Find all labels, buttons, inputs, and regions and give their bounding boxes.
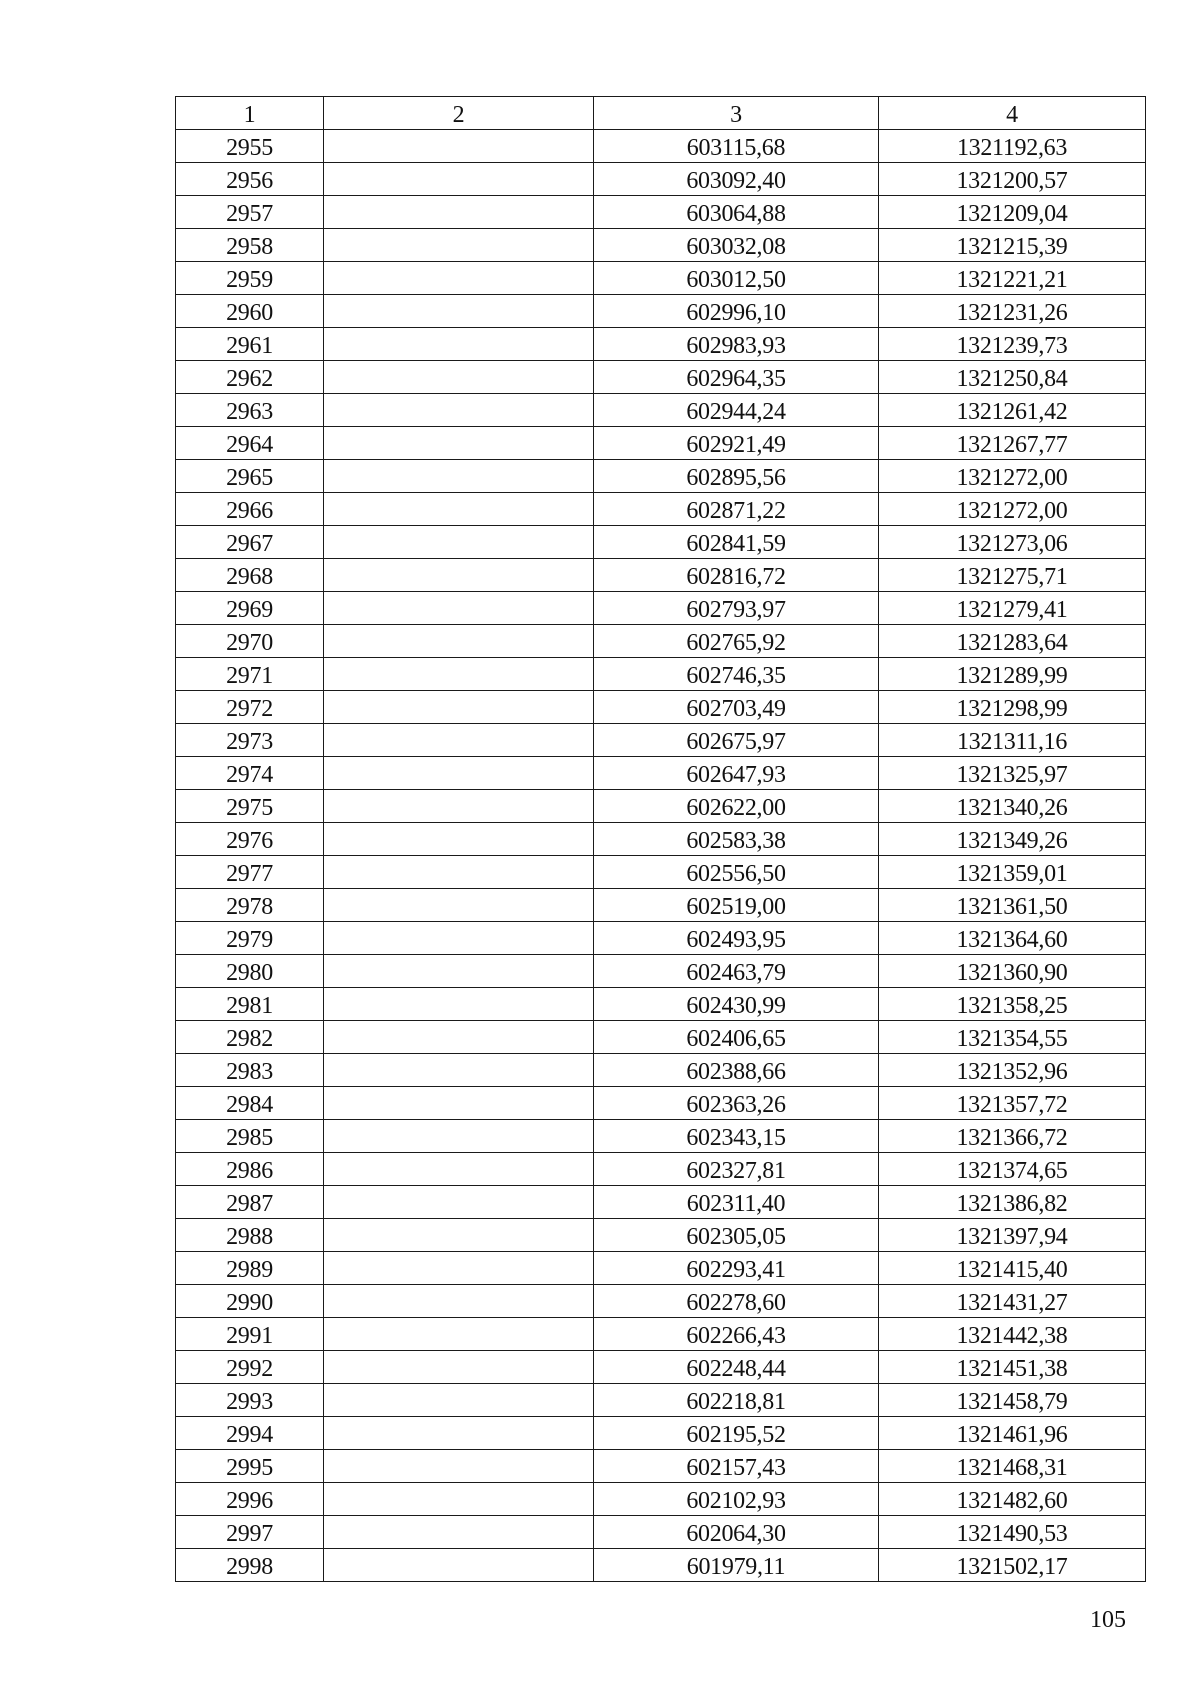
y-coordinate-cell: 1321340,26 [879, 790, 1146, 823]
table-row [176, 988, 1146, 1021]
table-row [176, 1483, 1146, 1516]
y-coordinate-cell: 1321289,99 [879, 658, 1146, 691]
x-coordinate-cell: 602703,49 [594, 691, 879, 724]
description-cell [324, 493, 594, 526]
point-number-cell: 2995 [176, 1450, 324, 1483]
x-coordinate-cell: 603115,68 [594, 130, 879, 163]
x-coordinate-cell: 602793,97 [594, 592, 879, 625]
point-number-cell: 2973 [176, 724, 324, 757]
table-row [176, 1054, 1146, 1087]
y-coordinate-cell: 1321349,26 [879, 823, 1146, 856]
y-coordinate-cell: 1321311,16 [879, 724, 1146, 757]
description-cell [324, 1417, 594, 1450]
y-coordinate-cell: 1321261,42 [879, 394, 1146, 427]
point-number-cell: 2990 [176, 1285, 324, 1318]
y-coordinate-cell: 1321360,90 [879, 955, 1146, 988]
point-number-cell: 2977 [176, 856, 324, 889]
point-number-cell: 2971 [176, 658, 324, 691]
point-number-cell: 2985 [176, 1120, 324, 1153]
x-coordinate-cell: 602311,40 [594, 1186, 879, 1219]
table-row [176, 823, 1146, 856]
table-row [176, 1549, 1146, 1582]
table-row [176, 229, 1146, 262]
point-number-cell: 2955 [176, 130, 324, 163]
point-number-cell: 2976 [176, 823, 324, 856]
x-coordinate-cell: 602765,92 [594, 625, 879, 658]
header-row [176, 97, 1146, 130]
table-row [176, 1252, 1146, 1285]
description-cell [324, 394, 594, 427]
x-coordinate-cell: 602983,93 [594, 328, 879, 361]
table-row [176, 328, 1146, 361]
description-cell [324, 955, 594, 988]
point-number-cell: 2989 [176, 1252, 324, 1285]
table-row [176, 856, 1146, 889]
y-coordinate-cell: 1321490,53 [879, 1516, 1146, 1549]
description-cell [324, 1186, 594, 1219]
x-coordinate-cell: 601979,11 [594, 1549, 879, 1582]
table-row [176, 559, 1146, 592]
point-number-cell: 2975 [176, 790, 324, 823]
description-cell [324, 262, 594, 295]
description-cell [324, 526, 594, 559]
column-header-3: 3 [594, 97, 879, 130]
table-header [176, 97, 1146, 130]
x-coordinate-cell: 603064,88 [594, 196, 879, 229]
x-coordinate-cell: 602675,97 [594, 724, 879, 757]
x-coordinate-cell: 602895,56 [594, 460, 879, 493]
column-header-2: 2 [324, 97, 594, 130]
x-coordinate-cell: 602583,38 [594, 823, 879, 856]
description-cell [324, 229, 594, 262]
x-coordinate-cell: 602388,66 [594, 1054, 879, 1087]
description-cell [324, 988, 594, 1021]
table-row [176, 526, 1146, 559]
y-coordinate-cell: 1321482,60 [879, 1483, 1146, 1516]
point-number-cell: 2988 [176, 1219, 324, 1252]
x-coordinate-cell: 602327,81 [594, 1153, 879, 1186]
description-cell [324, 559, 594, 592]
x-coordinate-cell: 602463,79 [594, 955, 879, 988]
point-number-cell: 2966 [176, 493, 324, 526]
x-coordinate-cell: 602841,59 [594, 526, 879, 559]
y-coordinate-cell: 1321192,63 [879, 130, 1146, 163]
description-cell [324, 163, 594, 196]
x-coordinate-cell: 603032,08 [594, 229, 879, 262]
point-number-cell: 2994 [176, 1417, 324, 1450]
table-row [176, 955, 1146, 988]
table-body [176, 130, 1146, 1582]
point-number-cell: 2961 [176, 328, 324, 361]
x-coordinate-cell: 602157,43 [594, 1450, 879, 1483]
y-coordinate-cell: 1321397,94 [879, 1219, 1146, 1252]
x-coordinate-cell: 602647,93 [594, 757, 879, 790]
table-row [176, 625, 1146, 658]
point-number-cell: 2992 [176, 1351, 324, 1384]
coordinates-table [175, 96, 1146, 1582]
table-row [176, 1318, 1146, 1351]
y-coordinate-cell: 1321431,27 [879, 1285, 1146, 1318]
table-row [176, 691, 1146, 724]
table-row [176, 427, 1146, 460]
point-number-cell: 2982 [176, 1021, 324, 1054]
y-coordinate-cell: 1321267,77 [879, 427, 1146, 460]
table-row [176, 1021, 1146, 1054]
y-coordinate-cell: 1321209,04 [879, 196, 1146, 229]
column-header-1: 1 [176, 97, 324, 130]
point-number-cell: 2972 [176, 691, 324, 724]
y-coordinate-cell: 1321366,72 [879, 1120, 1146, 1153]
point-number-cell: 2962 [176, 361, 324, 394]
y-coordinate-cell: 1321231,26 [879, 295, 1146, 328]
y-coordinate-cell: 1321352,96 [879, 1054, 1146, 1087]
y-coordinate-cell: 1321442,38 [879, 1318, 1146, 1351]
x-coordinate-cell: 602102,93 [594, 1483, 879, 1516]
y-coordinate-cell: 1321364,60 [879, 922, 1146, 955]
y-coordinate-cell: 1321279,41 [879, 592, 1146, 625]
x-coordinate-cell: 602363,26 [594, 1087, 879, 1120]
table-row [176, 592, 1146, 625]
y-coordinate-cell: 1321250,84 [879, 361, 1146, 394]
table-row [176, 460, 1146, 493]
description-cell [324, 1516, 594, 1549]
description-cell [324, 196, 594, 229]
point-number-cell: 2981 [176, 988, 324, 1021]
table-row [176, 1153, 1146, 1186]
table-row [176, 394, 1146, 427]
description-cell [324, 1384, 594, 1417]
table-row [176, 1120, 1146, 1153]
y-coordinate-cell: 1321374,65 [879, 1153, 1146, 1186]
y-coordinate-cell: 1321502,17 [879, 1549, 1146, 1582]
y-coordinate-cell: 1321221,21 [879, 262, 1146, 295]
x-coordinate-cell: 602218,81 [594, 1384, 879, 1417]
table-row [176, 130, 1146, 163]
x-coordinate-cell: 602430,99 [594, 988, 879, 1021]
y-coordinate-cell: 1321215,39 [879, 229, 1146, 262]
y-coordinate-cell: 1321451,38 [879, 1351, 1146, 1384]
table-row [176, 889, 1146, 922]
point-number-cell: 2963 [176, 394, 324, 427]
description-cell [324, 460, 594, 493]
x-coordinate-cell: 602248,44 [594, 1351, 879, 1384]
table-row [176, 361, 1146, 394]
point-number-cell: 2998 [176, 1549, 324, 1582]
y-coordinate-cell: 1321361,50 [879, 889, 1146, 922]
x-coordinate-cell: 603012,50 [594, 262, 879, 295]
point-number-cell: 2984 [176, 1087, 324, 1120]
x-coordinate-cell: 602278,60 [594, 1285, 879, 1318]
x-coordinate-cell: 602195,52 [594, 1417, 879, 1450]
description-cell [324, 922, 594, 955]
point-number-cell: 2959 [176, 262, 324, 295]
description-cell [324, 724, 594, 757]
point-number-cell: 2993 [176, 1384, 324, 1417]
y-coordinate-cell: 1321275,71 [879, 559, 1146, 592]
description-cell [324, 757, 594, 790]
y-coordinate-cell: 1321458,79 [879, 1384, 1146, 1417]
x-coordinate-cell: 602871,22 [594, 493, 879, 526]
y-coordinate-cell: 1321273,06 [879, 526, 1146, 559]
table-row [176, 724, 1146, 757]
table-row [176, 262, 1146, 295]
y-coordinate-cell: 1321468,31 [879, 1450, 1146, 1483]
x-coordinate-cell: 602921,49 [594, 427, 879, 460]
x-coordinate-cell: 602964,35 [594, 361, 879, 394]
y-coordinate-cell: 1321386,82 [879, 1186, 1146, 1219]
table-row [176, 1384, 1146, 1417]
page-number: 105 [1090, 1607, 1126, 1633]
point-number-cell: 2970 [176, 625, 324, 658]
description-cell [324, 1087, 594, 1120]
description-cell [324, 1483, 594, 1516]
y-coordinate-cell: 1321272,00 [879, 493, 1146, 526]
description-cell [324, 361, 594, 394]
table-row [176, 163, 1146, 196]
table-row [176, 295, 1146, 328]
y-coordinate-cell: 1321239,73 [879, 328, 1146, 361]
table-row [176, 922, 1146, 955]
point-number-cell: 2956 [176, 163, 324, 196]
point-number-cell: 2958 [176, 229, 324, 262]
description-cell [324, 592, 594, 625]
description-cell [324, 889, 594, 922]
description-cell [324, 1285, 594, 1318]
table-row [176, 1417, 1146, 1450]
point-number-cell: 2983 [176, 1054, 324, 1087]
x-coordinate-cell: 602266,43 [594, 1318, 879, 1351]
point-number-cell: 2997 [176, 1516, 324, 1549]
table-row [176, 757, 1146, 790]
x-coordinate-cell: 602746,35 [594, 658, 879, 691]
table-row [176, 1186, 1146, 1219]
description-cell [324, 1318, 594, 1351]
description-cell [324, 625, 594, 658]
description-cell [324, 691, 594, 724]
table-row [176, 1087, 1146, 1120]
description-cell [324, 1153, 594, 1186]
y-coordinate-cell: 1321461,96 [879, 1417, 1146, 1450]
description-cell [324, 823, 594, 856]
x-coordinate-cell: 603092,40 [594, 163, 879, 196]
point-number-cell: 2986 [176, 1153, 324, 1186]
point-number-cell: 2968 [176, 559, 324, 592]
description-cell [324, 1054, 594, 1087]
y-coordinate-cell: 1321415,40 [879, 1252, 1146, 1285]
point-number-cell: 2957 [176, 196, 324, 229]
table-row [176, 1285, 1146, 1318]
y-coordinate-cell: 1321200,57 [879, 163, 1146, 196]
point-number-cell: 2991 [176, 1318, 324, 1351]
point-number-cell: 2980 [176, 955, 324, 988]
description-cell [324, 658, 594, 691]
point-number-cell: 2996 [176, 1483, 324, 1516]
table-row [176, 196, 1146, 229]
description-cell [324, 1021, 594, 1054]
x-coordinate-cell: 602493,95 [594, 922, 879, 955]
y-coordinate-cell: 1321354,55 [879, 1021, 1146, 1054]
y-coordinate-cell: 1321298,99 [879, 691, 1146, 724]
point-number-cell: 2974 [176, 757, 324, 790]
description-cell [324, 790, 594, 823]
point-number-cell: 2965 [176, 460, 324, 493]
point-number-cell: 2967 [176, 526, 324, 559]
description-cell [324, 1351, 594, 1384]
point-number-cell: 2969 [176, 592, 324, 625]
y-coordinate-cell: 1321325,97 [879, 757, 1146, 790]
point-number-cell: 2960 [176, 295, 324, 328]
x-coordinate-cell: 602996,10 [594, 295, 879, 328]
y-coordinate-cell: 1321359,01 [879, 856, 1146, 889]
point-number-cell: 2979 [176, 922, 324, 955]
table-row [176, 658, 1146, 691]
description-cell [324, 1120, 594, 1153]
table-row [176, 1450, 1146, 1483]
x-coordinate-cell: 602622,00 [594, 790, 879, 823]
description-cell [324, 1252, 594, 1285]
column-header-4: 4 [879, 97, 1146, 130]
description-cell [324, 295, 594, 328]
table-row [176, 1516, 1146, 1549]
description-cell [324, 427, 594, 460]
description-cell [324, 856, 594, 889]
y-coordinate-cell: 1321358,25 [879, 988, 1146, 1021]
x-coordinate-cell: 602944,24 [594, 394, 879, 427]
description-cell [324, 1219, 594, 1252]
table-row [176, 1351, 1146, 1384]
point-number-cell: 2987 [176, 1186, 324, 1219]
x-coordinate-cell: 602343,15 [594, 1120, 879, 1153]
x-coordinate-cell: 602305,05 [594, 1219, 879, 1252]
x-coordinate-cell: 602064,30 [594, 1516, 879, 1549]
y-coordinate-cell: 1321357,72 [879, 1087, 1146, 1120]
x-coordinate-cell: 602293,41 [594, 1252, 879, 1285]
table-row [176, 790, 1146, 823]
table-row [176, 493, 1146, 526]
x-coordinate-cell: 602556,50 [594, 856, 879, 889]
x-coordinate-cell: 602406,65 [594, 1021, 879, 1054]
x-coordinate-cell: 602816,72 [594, 559, 879, 592]
description-cell [324, 130, 594, 163]
y-coordinate-cell: 1321272,00 [879, 460, 1146, 493]
description-cell [324, 328, 594, 361]
description-cell [324, 1450, 594, 1483]
table-row [176, 1219, 1146, 1252]
point-number-cell: 2964 [176, 427, 324, 460]
description-cell [324, 1549, 594, 1582]
y-coordinate-cell: 1321283,64 [879, 625, 1146, 658]
point-number-cell: 2978 [176, 889, 324, 922]
x-coordinate-cell: 602519,00 [594, 889, 879, 922]
